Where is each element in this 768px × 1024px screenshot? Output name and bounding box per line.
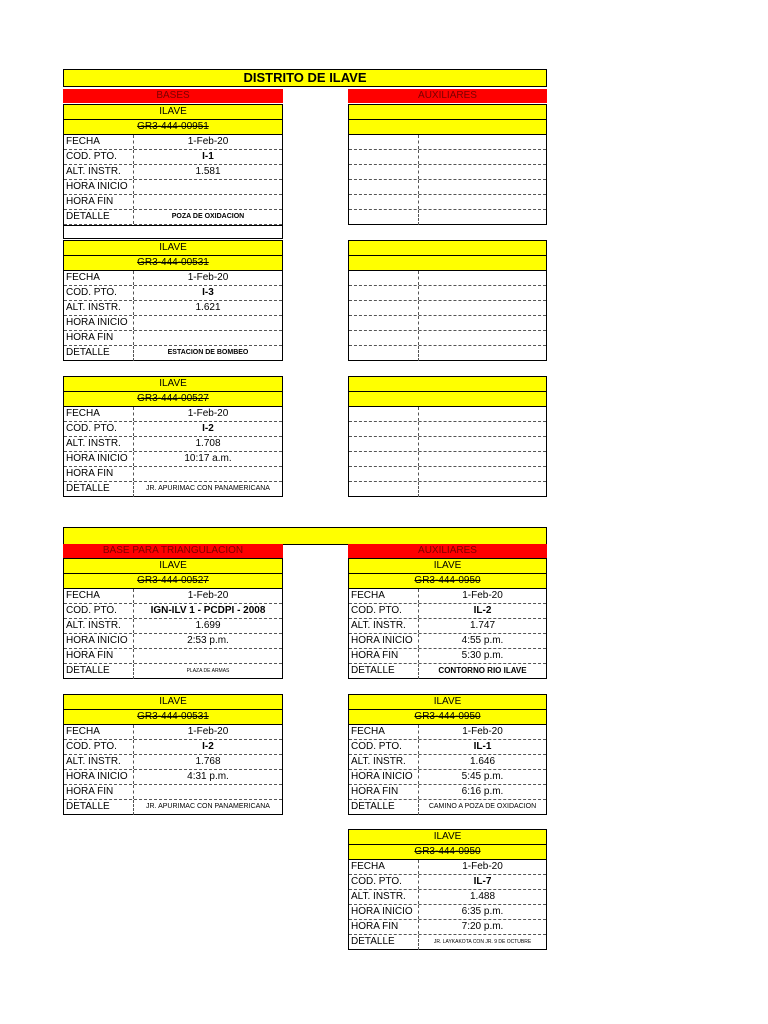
row-empty <box>349 150 546 165</box>
value-cod: I-3 <box>202 287 214 298</box>
row-cod <box>349 740 546 755</box>
row-hini <box>64 770 282 785</box>
value-det: JR. APURIMAC CON PANAMERICANA <box>146 485 270 492</box>
row-empty <box>349 271 546 286</box>
row-alt <box>64 437 282 452</box>
row-alt <box>64 301 282 316</box>
value-alt: 1.768 <box>195 756 221 767</box>
row-det <box>64 346 282 361</box>
card-place <box>349 377 546 392</box>
label-det: DETALLE <box>349 800 419 815</box>
value-hfin: 6:16 p.m. <box>461 786 504 797</box>
row-hfin <box>349 920 546 935</box>
card-place: ILAVE <box>64 695 282 710</box>
value-empty <box>419 271 546 285</box>
auxiliares-header: AUXILIARES <box>348 89 547 103</box>
label-empty <box>349 286 419 300</box>
label-empty <box>349 195 419 209</box>
value-cod: I-2 <box>202 741 214 752</box>
value-hini: 6:35 p.m. <box>461 906 504 917</box>
aux-card-empty-2 <box>348 240 547 361</box>
label-fecha: FECHA <box>349 725 419 739</box>
row-empty <box>349 316 546 331</box>
label-fecha: FECHA <box>64 271 134 285</box>
row-hfin <box>64 195 282 210</box>
card-code: GR3-444-0950 <box>349 710 546 725</box>
row-cod <box>64 286 282 301</box>
label-fecha: FECHA <box>349 589 419 603</box>
value-det: CAMINO A POZA DE OXIDACION <box>428 803 537 810</box>
label-det: DETALLE <box>349 935 419 950</box>
label-empty <box>349 467 419 481</box>
value-empty <box>419 331 546 345</box>
value-empty <box>419 422 546 436</box>
row-hfin <box>64 649 282 664</box>
value-fecha: 1-Feb-20 <box>187 408 229 419</box>
triangulation-header: BASE PARA TRIANGULACION <box>63 544 283 558</box>
row-alt <box>64 619 282 634</box>
value-hfin <box>134 331 282 345</box>
card-code <box>349 256 546 271</box>
row-empty <box>349 301 546 316</box>
value-cod: IL-1 <box>473 741 492 752</box>
label-alt: ALT. INSTR. <box>64 755 134 769</box>
card-code: GR3-444-0950 <box>349 845 546 860</box>
value-alt: 1.646 <box>469 756 496 767</box>
value-det: PLAZA DE ARMAS <box>186 668 230 674</box>
card-place: ILAVE <box>349 830 546 845</box>
label-hini: HORA INICIO <box>349 770 419 784</box>
label-fecha: FECHA <box>64 725 134 739</box>
value-det: POZA DE OXIDACION <box>171 213 245 220</box>
label-empty <box>349 452 419 466</box>
label-cod: COD. PTO. <box>64 286 134 300</box>
row-hini <box>64 634 282 649</box>
label-empty <box>349 407 419 421</box>
value-hini: 5:45 p.m. <box>461 771 504 782</box>
value-hfin <box>134 467 282 481</box>
base-card-2 <box>63 240 283 361</box>
row-det <box>64 482 282 497</box>
aux-card-empty-3 <box>348 376 547 497</box>
label-hfin: HORA FIN <box>64 785 134 799</box>
label-fecha: FECHA <box>64 407 134 421</box>
row-empty <box>349 180 546 195</box>
value-alt: 1.621 <box>195 302 221 313</box>
label-alt: ALT. INSTR. <box>349 890 419 904</box>
row-cod <box>64 740 282 755</box>
value-empty <box>419 135 546 149</box>
value-hini: 2:53 p.m. <box>187 635 229 646</box>
value-fecha: 1-Feb-20 <box>462 861 503 872</box>
row-hfin <box>64 467 282 482</box>
label-fecha: FECHA <box>64 589 134 603</box>
row-det <box>64 800 282 815</box>
card-place: ILAVE <box>349 695 546 710</box>
value-empty <box>419 452 546 466</box>
label-det: DETALLE <box>64 482 134 497</box>
label-empty <box>349 150 419 164</box>
row-hini <box>64 452 282 467</box>
label-empty <box>349 482 419 497</box>
base-card-3 <box>63 376 283 497</box>
card-place: ILAVE <box>64 105 282 120</box>
district-title: DISTRITO DE ILAVE <box>63 69 547 87</box>
value-cod: I-1 <box>202 151 214 162</box>
row-alt <box>349 619 546 634</box>
label-hini: HORA INICIO <box>349 634 419 648</box>
label-hfin: HORA FIN <box>349 785 419 799</box>
value-empty <box>419 316 546 330</box>
label-hfin: HORA FIN <box>64 467 134 481</box>
row-fecha <box>349 725 546 740</box>
label-empty <box>349 165 419 179</box>
label-alt: ALT. INSTR. <box>64 619 134 633</box>
label-alt: ALT. INSTR. <box>349 755 419 769</box>
row-fecha <box>64 407 282 422</box>
card-place: ILAVE <box>64 559 282 574</box>
value-empty <box>419 301 546 315</box>
value-det: CONTORNO RIO ILAVE <box>438 666 527 675</box>
row-det <box>349 664 546 679</box>
label-alt: ALT. INSTR. <box>349 619 419 633</box>
triangulation-card-2 <box>63 694 283 815</box>
label-empty <box>349 301 419 315</box>
value-empty <box>419 346 546 361</box>
card-place <box>349 105 546 120</box>
row-hfin <box>349 785 546 800</box>
card-code: GR3-444-00951 <box>64 120 282 135</box>
row-empty <box>349 346 546 361</box>
card-place: ILAVE <box>64 241 282 256</box>
label-fecha: FECHA <box>349 860 419 874</box>
value-alt: 1.708 <box>195 438 221 449</box>
row-empty <box>349 437 546 452</box>
value-fecha: 1-Feb-20 <box>462 726 503 737</box>
bases-header: BASES <box>63 89 283 103</box>
card-code: GR3-444-00527 <box>64 392 282 407</box>
label-hini: HORA INICIO <box>349 905 419 919</box>
triangulation-card-1 <box>63 558 283 679</box>
label-det: DETALLE <box>64 664 134 679</box>
value-cod: IL-2 <box>473 605 492 616</box>
row-det <box>349 935 546 950</box>
row-alt <box>64 165 282 180</box>
row-hfin <box>64 785 282 800</box>
row-cod <box>64 150 282 165</box>
value-hfin <box>134 649 282 663</box>
value-det: JR. LAYKAKOTA CON JR. 9 DE OCTUBRE <box>433 939 532 945</box>
value-alt: 1.581 <box>195 166 221 177</box>
row-empty <box>349 422 546 437</box>
label-det: DETALLE <box>349 664 419 679</box>
value-cod: IGN-ILV 1 - PCDPI - 2008 <box>150 605 266 616</box>
row-cod <box>64 604 282 619</box>
value-empty <box>419 210 546 225</box>
row-fecha <box>64 725 282 740</box>
value-fecha: 1-Feb-20 <box>187 590 229 601</box>
label-empty <box>349 180 419 194</box>
value-empty <box>419 165 546 179</box>
row-hfin <box>349 649 546 664</box>
label-alt: ALT. INSTR. <box>64 165 134 179</box>
label-hini: HORA INICIO <box>64 180 134 194</box>
label-det: DETALLE <box>64 346 134 361</box>
label-empty <box>349 210 419 225</box>
row-cod <box>349 875 546 890</box>
value-fecha: 1-Feb-20 <box>187 272 229 283</box>
value-det: JR. APURIMAC CON PANAMERICANA <box>146 803 270 810</box>
value-cod: IL-7 <box>473 876 492 887</box>
value-det: ESTACION DE BOMBEO <box>167 349 249 356</box>
label-fecha: FECHA <box>64 135 134 149</box>
row-det <box>64 210 282 225</box>
value-empty <box>419 407 546 421</box>
value-hini: 4:55 p.m. <box>461 635 504 646</box>
row-hini <box>64 316 282 331</box>
row-alt <box>349 755 546 770</box>
label-empty <box>349 346 419 361</box>
aux-card-1 <box>348 558 547 679</box>
label-hfin: HORA FIN <box>349 920 419 934</box>
row-fecha <box>64 135 282 150</box>
row-empty <box>349 165 546 180</box>
value-empty <box>419 150 546 164</box>
label-hfin: HORA FIN <box>64 195 134 209</box>
row-empty <box>349 195 546 210</box>
row-empty <box>349 452 546 467</box>
row-fecha <box>64 589 282 604</box>
row-empty <box>349 135 546 150</box>
card-code <box>349 120 546 135</box>
aux-card-2 <box>348 694 547 815</box>
card-code <box>349 392 546 407</box>
card-code: GR3-444-00527 <box>64 574 282 589</box>
row-hini <box>349 770 546 785</box>
label-hini: HORA INICIO <box>64 770 134 784</box>
label-alt: ALT. INSTR. <box>64 301 134 315</box>
label-cod: COD. PTO. <box>64 740 134 754</box>
row-empty <box>349 331 546 346</box>
row-empty <box>349 467 546 482</box>
row-empty <box>349 286 546 301</box>
row-empty <box>349 482 546 497</box>
label-det: DETALLE <box>64 210 134 224</box>
section2-banner <box>63 527 547 545</box>
row-empty <box>349 407 546 422</box>
label-hfin: HORA FIN <box>64 649 134 663</box>
label-cod: COD. PTO. <box>349 875 419 889</box>
value-empty <box>419 195 546 209</box>
label-empty <box>349 271 419 285</box>
row-fecha <box>64 271 282 286</box>
auxiliares-header-2: AUXILIARES <box>348 544 547 558</box>
row-det <box>349 800 546 815</box>
value-cod: I-2 <box>202 423 214 434</box>
label-cod: COD. PTO. <box>349 604 419 618</box>
label-hini: HORA INICIO <box>64 634 134 648</box>
value-hini: 4:31 p.m. <box>187 771 229 782</box>
row-cod <box>64 422 282 437</box>
card-code: GR3-444-00531 <box>64 256 282 271</box>
row-hini <box>349 634 546 649</box>
row-alt <box>349 890 546 905</box>
row-fecha <box>349 589 546 604</box>
label-alt: ALT. INSTR. <box>64 437 134 451</box>
label-hini: HORA INICIO <box>64 452 134 466</box>
row-hini <box>349 905 546 920</box>
row-empty <box>349 210 546 225</box>
label-hini: HORA INICIO <box>64 316 134 330</box>
label-cod: COD. PTO. <box>64 150 134 164</box>
value-hfin: 5:30 p.m. <box>461 650 504 661</box>
value-empty <box>419 180 546 194</box>
label-hfin: HORA FIN <box>349 649 419 663</box>
row-det <box>64 664 282 679</box>
value-hini: 10:17 a.m. <box>184 453 232 464</box>
value-empty <box>419 437 546 451</box>
label-hfin: HORA FIN <box>64 331 134 345</box>
value-fecha: 1-Feb-20 <box>187 726 229 737</box>
base-card-1 <box>63 104 283 239</box>
row-alt <box>64 755 282 770</box>
label-cod: COD. PTO. <box>349 740 419 754</box>
value-empty <box>419 482 546 497</box>
value-hfin <box>134 195 282 209</box>
card-code: GR3-444-0950 <box>349 574 546 589</box>
value-empty <box>419 286 546 300</box>
label-empty <box>349 135 419 149</box>
value-hfin: 7:20 p.m. <box>461 921 504 932</box>
value-empty <box>419 467 546 481</box>
value-fecha: 1-Feb-20 <box>187 136 229 147</box>
row-fecha <box>349 860 546 875</box>
card-code: GR3-444-00531 <box>64 710 282 725</box>
value-alt: 1.747 <box>469 620 496 631</box>
value-alt: 1.488 <box>469 891 496 902</box>
label-empty <box>349 437 419 451</box>
label-cod: COD. PTO. <box>64 604 134 618</box>
value-hini <box>134 316 282 330</box>
label-cod: COD. PTO. <box>64 422 134 436</box>
label-det: DETALLE <box>64 800 134 815</box>
aux-card-3 <box>348 829 547 950</box>
label-empty <box>349 422 419 436</box>
row-cod <box>349 604 546 619</box>
label-empty <box>349 331 419 345</box>
value-fecha: 1-Feb-20 <box>462 590 503 601</box>
value-hfin <box>134 785 282 799</box>
aux-card-empty-1 <box>348 104 547 225</box>
card-place: ILAVE <box>349 559 546 574</box>
value-hini <box>134 180 282 194</box>
row-hini <box>64 180 282 195</box>
card-place: ILAVE <box>64 377 282 392</box>
value-alt: 1.699 <box>195 620 221 631</box>
card-separator <box>64 225 282 237</box>
label-empty <box>349 316 419 330</box>
card-place <box>349 241 546 256</box>
row-hfin <box>64 331 282 346</box>
